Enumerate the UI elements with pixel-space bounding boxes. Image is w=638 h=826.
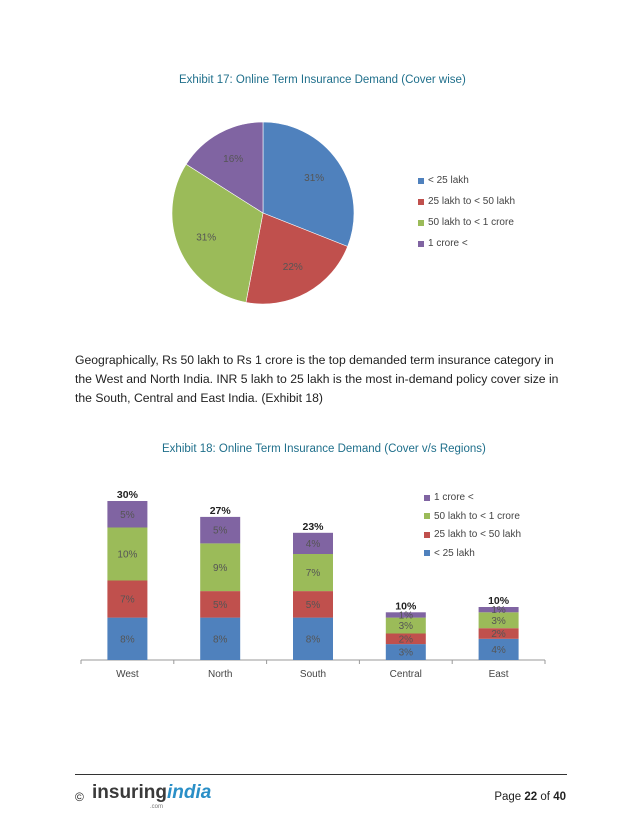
pie-legend-label-3: 1 crore <	[428, 238, 468, 249]
bar-label-0-0: 8%	[120, 634, 135, 646]
bar-total-3: 10%	[395, 600, 417, 613]
bar-label-3-1: 2%	[398, 634, 414, 646]
page-of: of	[540, 791, 550, 803]
bar-legend-label-3: < 25 lakh	[434, 547, 475, 559]
bar-label-4-2: 3%	[491, 615, 506, 627]
bar-legend-label-2: 25 lakh to < 50 lakh	[434, 529, 522, 540]
pie-legend-label-1: 25 lakh to < 50 lakh	[428, 196, 516, 207]
bar-label-1-2: 9%	[212, 562, 228, 574]
bar-legend-swatch-2	[424, 532, 430, 538]
bar-label-4-1: 2%	[491, 629, 506, 640]
bar-label-4-3: 1%	[491, 605, 506, 617]
x-tick-label-2: South	[299, 669, 327, 680]
logo-subtext: .com	[150, 804, 164, 810]
pie-legend-item-3	[418, 238, 468, 249]
copyright-symbol: ©	[75, 790, 84, 804]
pie-legend-item-0	[418, 175, 469, 186]
exhibit-17-title: Exhibit 17: Online Term Insurance Demand (Cover wise)	[179, 74, 466, 86]
bar-label-2-3: 4%	[305, 538, 321, 550]
pie-legend-swatch-1	[418, 199, 424, 205]
bar-label-2-2: 7%	[305, 568, 321, 580]
bar-legend-label-1: 50 lakh to < 1 crore	[434, 510, 520, 522]
bar-label-2-0: 8%	[305, 634, 321, 646]
pie-legend	[418, 175, 538, 255]
pie-slice-label-3: 16%	[223, 153, 244, 165]
pie-legend-label-0: < 25 lakh	[428, 175, 469, 186]
logo-text-insuring: insuring	[92, 782, 167, 803]
bar-total-2: 23%	[302, 520, 324, 533]
bar-total-1: 27%	[209, 504, 231, 517]
pie-chart	[150, 110, 380, 320]
pie-legend-item-1	[418, 196, 515, 207]
bar-label-1-1: 5%	[212, 599, 228, 611]
x-tick-label-4: East	[488, 669, 509, 680]
page-number	[494, 791, 566, 803]
x-tick-label-0: West	[116, 669, 139, 680]
x-tick-label-1: North	[207, 669, 233, 680]
pie-legend-swatch-0	[418, 178, 424, 184]
bar-legend-swatch-3	[424, 550, 430, 556]
body-paragraph: Geographically, Rs 50 lakh to Rs 1 crore is the top demanded term insurance category in the West and North India. INR 5 lakh to 25 lakh is the most in-demand policy cover size in the South, Central and East India. (Exhibit 18)	[75, 353, 559, 405]
bar-label-3-0: 3%	[398, 647, 414, 659]
bar-label-1-0: 8%	[212, 634, 228, 646]
insuringindia-logo	[92, 782, 211, 804]
pie-slice-label-0: 31%	[304, 173, 325, 185]
bar-label-0-1: 7%	[120, 594, 135, 606]
page-prefix: Page	[494, 791, 522, 803]
bar-label-2-1: 5%	[305, 599, 321, 611]
bar-legend	[424, 492, 544, 572]
bar-legend-swatch-1	[424, 513, 430, 519]
bar-total-0: 30%	[116, 489, 138, 501]
bar-label-3-2: 3%	[398, 621, 414, 633]
bar-label-0-2: 10%	[117, 549, 138, 561]
pie-legend-swatch-2	[418, 220, 424, 226]
bar-legend-item-3	[424, 548, 475, 559]
bar-label-1-3: 5%	[212, 525, 228, 537]
exhibit-18-title: Exhibit 18: Online Term Insurance Demand (Cover v/s Regions)	[162, 443, 486, 455]
bar-legend-item-2	[424, 529, 521, 540]
bar-legend-swatch-0	[424, 495, 430, 501]
x-tick-label-3: Central	[389, 669, 422, 680]
bar-legend-item-1	[424, 511, 520, 522]
bar-label-3-3: 1%	[398, 610, 414, 622]
footer-divider	[75, 774, 567, 775]
pie-legend-item-2	[418, 217, 514, 228]
bar-legend-item-0	[424, 492, 474, 503]
logo-text-india: india	[166, 782, 212, 803]
page-current: 22	[524, 791, 538, 803]
bar-total-4: 10%	[488, 595, 510, 607]
page-total: 40	[553, 791, 566, 803]
pie-slice-label-1: 22%	[282, 262, 303, 274]
bar-label-0-3: 5%	[120, 509, 135, 521]
bar-legend-label-0: 1 crore <	[434, 492, 474, 503]
pie-legend-label-2: 50 lakh to < 1 crore	[428, 217, 514, 228]
bar-label-4-0: 4%	[491, 644, 506, 656]
pie-legend-swatch-3	[418, 241, 424, 247]
pie-slice-label-2: 31%	[196, 232, 217, 244]
